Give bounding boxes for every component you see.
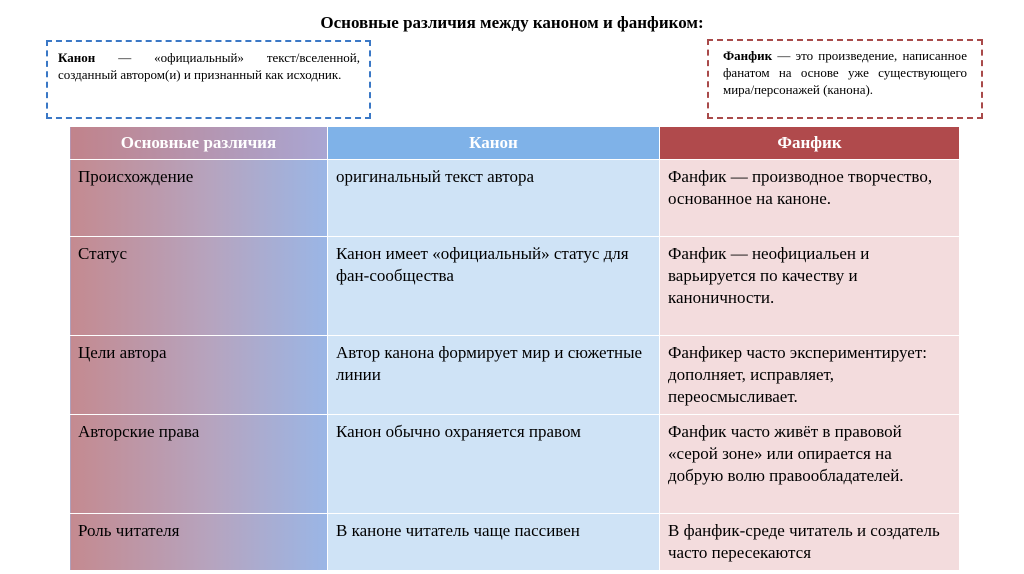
table-row: [70, 336, 960, 415]
fanfic-cell: В фанфик-среде читатель и создатель часто пересекаются: [660, 514, 960, 571]
fanfic-term: Фанфик: [723, 48, 773, 63]
aspect-cell: Роль читателя: [70, 514, 328, 571]
table-row: [70, 237, 960, 336]
fanfic-cell: Фанфик — неофициальен и варьируется по качеству и каноничности.: [660, 237, 960, 336]
canon-definition-box: [46, 40, 371, 119]
fanfic-definition-box: [707, 39, 983, 119]
header-canon: Канон: [328, 127, 660, 160]
canon-cell: В каноне читатель чаще пассивен: [328, 514, 660, 571]
fanfic-definition-text: — это произведение, написанное фанатом на основе уже существующего мира/персонажей (канона).: [723, 48, 967, 97]
header-differences: Основные различия: [70, 127, 328, 160]
header-fanfic: Фанфик: [660, 127, 960, 160]
fanfic-cell: Фанфик — производное творчество, основанное на каноне.: [660, 160, 960, 237]
canon-cell: оригинальный текст автора: [328, 160, 660, 237]
canon-term: Канон: [58, 50, 96, 65]
table-row: [70, 415, 960, 514]
table-row: [70, 514, 960, 571]
fanfic-cell: Фанфик часто живёт в правовой «серой зоне» или опирается на добрую волю правообладателей.: [660, 415, 960, 514]
aspect-cell: Происхождение: [70, 160, 328, 237]
canon-cell: Канон имеет «официальный» статус для фан-сообщества: [328, 237, 660, 336]
canon-cell: Канон обычно охраняется правом: [328, 415, 660, 514]
table-row: [70, 160, 960, 237]
fanfic-cell: Фанфикер часто экспериментирует: дополняет, исправляет, переосмысливает.: [660, 336, 960, 415]
canon-definition-text: — «официальный» текст/вселенной, созданный автором(и) и признанный как исходник.: [58, 50, 360, 82]
page-title: Основные различия между каноном и фанфиком:: [320, 13, 704, 32]
aspect-cell: Цели автора: [70, 336, 328, 415]
aspect-cell: Авторские права: [70, 415, 328, 514]
comparison-table: [69, 126, 960, 571]
aspect-cell: Статус: [70, 237, 328, 336]
canon-cell: Автор канона формирует мир и сюжетные линии: [328, 336, 660, 415]
table-header-row: [70, 127, 960, 160]
